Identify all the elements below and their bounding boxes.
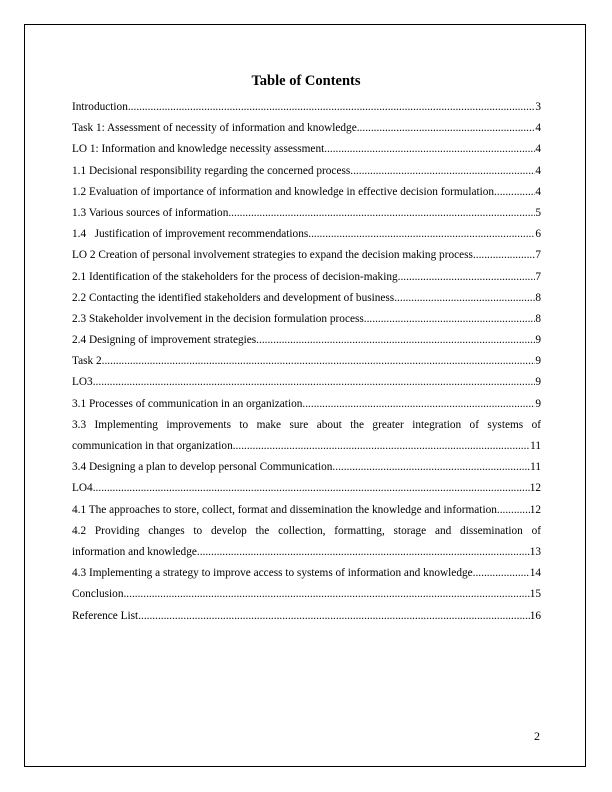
toc-entry[interactable]: Reference List ..... 16 xyxy=(72,606,541,627)
toc-entry[interactable]: 1.3 Various sources of information ..... 5 xyxy=(72,203,541,224)
toc-entry[interactable]: 1.1 Decisional responsibility regarding the concerned process ..... 4 xyxy=(72,161,541,182)
toc-entry[interactable]: 3.4 Designing a plan to develop personal Communication ..... 11 xyxy=(72,457,541,478)
toc-entry[interactable]: Introduction ..... 3 xyxy=(72,97,541,118)
toc-entry[interactable]: LO 1: Information and knowledge necessity assessment ..... 4 xyxy=(72,139,541,160)
toc-entry-line-1: 3.3 Implementing improvements to make sure about the greater integration of systems of xyxy=(72,418,541,431)
toc-entry[interactable]: 1.2 Evaluation of importance of information and knowledge in effective decision formulation ..... 4 xyxy=(72,182,541,203)
toc-entry[interactable]: 2.2 Contacting the identified stakeholders and development of business ..... 8 xyxy=(72,288,541,309)
toc-entry-line-2: communication in that organization ..... 11 xyxy=(72,436,541,457)
toc-list xyxy=(72,97,541,627)
toc-entry[interactable]: Conclusion ..... 15 xyxy=(72,584,541,605)
toc-entry-line-1: 4.2 Providing changes to develop the collection, formatting, storage and dissemination of xyxy=(72,524,541,537)
toc-entry-line-2: information and knowledge ..... 13 xyxy=(72,542,541,563)
toc-entry[interactable]: LO4 ..... 12 xyxy=(72,478,541,499)
toc-title: Table of Contents xyxy=(251,73,361,89)
toc-entry[interactable]: Task 1: Assessment of necessity of information and knowledge ..... 4 xyxy=(72,118,541,139)
toc-entry[interactable]: LO3 ..... 9 xyxy=(72,372,541,393)
toc-entry[interactable]: LO 2 Creation of personal involvement strategies to expand the decision making process ..... 7 xyxy=(72,245,541,266)
toc-entry[interactable]: 4.1 The approaches to store, collect, format and dissemination the knowledge and information. ..... 12 xyxy=(72,500,541,521)
toc-entry[interactable] xyxy=(72,415,541,457)
toc-entry[interactable]: 2.4 Designing of improvement strategies ..... 9 xyxy=(72,330,541,351)
toc-entry[interactable]: Task 2 ..... 9 xyxy=(72,351,541,372)
toc-entry[interactable] xyxy=(72,521,541,563)
toc-entry[interactable]: 1.4 Justification of improvement recommendations ..... 6 xyxy=(72,224,541,245)
toc-entry[interactable]: 2.3 Stakeholder involvement in the decision formulation process ..... 8 xyxy=(72,309,541,330)
toc-entry[interactable]: 4.3 Implementing a strategy to improve access to systems of information and knowledge ..... 14 xyxy=(72,563,541,584)
page-number: 2 xyxy=(534,729,540,743)
toc-entry[interactable]: 2.1 Identification of the stakeholders for the process of decision-making ..... 7 xyxy=(72,267,541,288)
toc-entry[interactable]: 3.1 Processes of communication in an organization ..... 9 xyxy=(72,394,541,415)
